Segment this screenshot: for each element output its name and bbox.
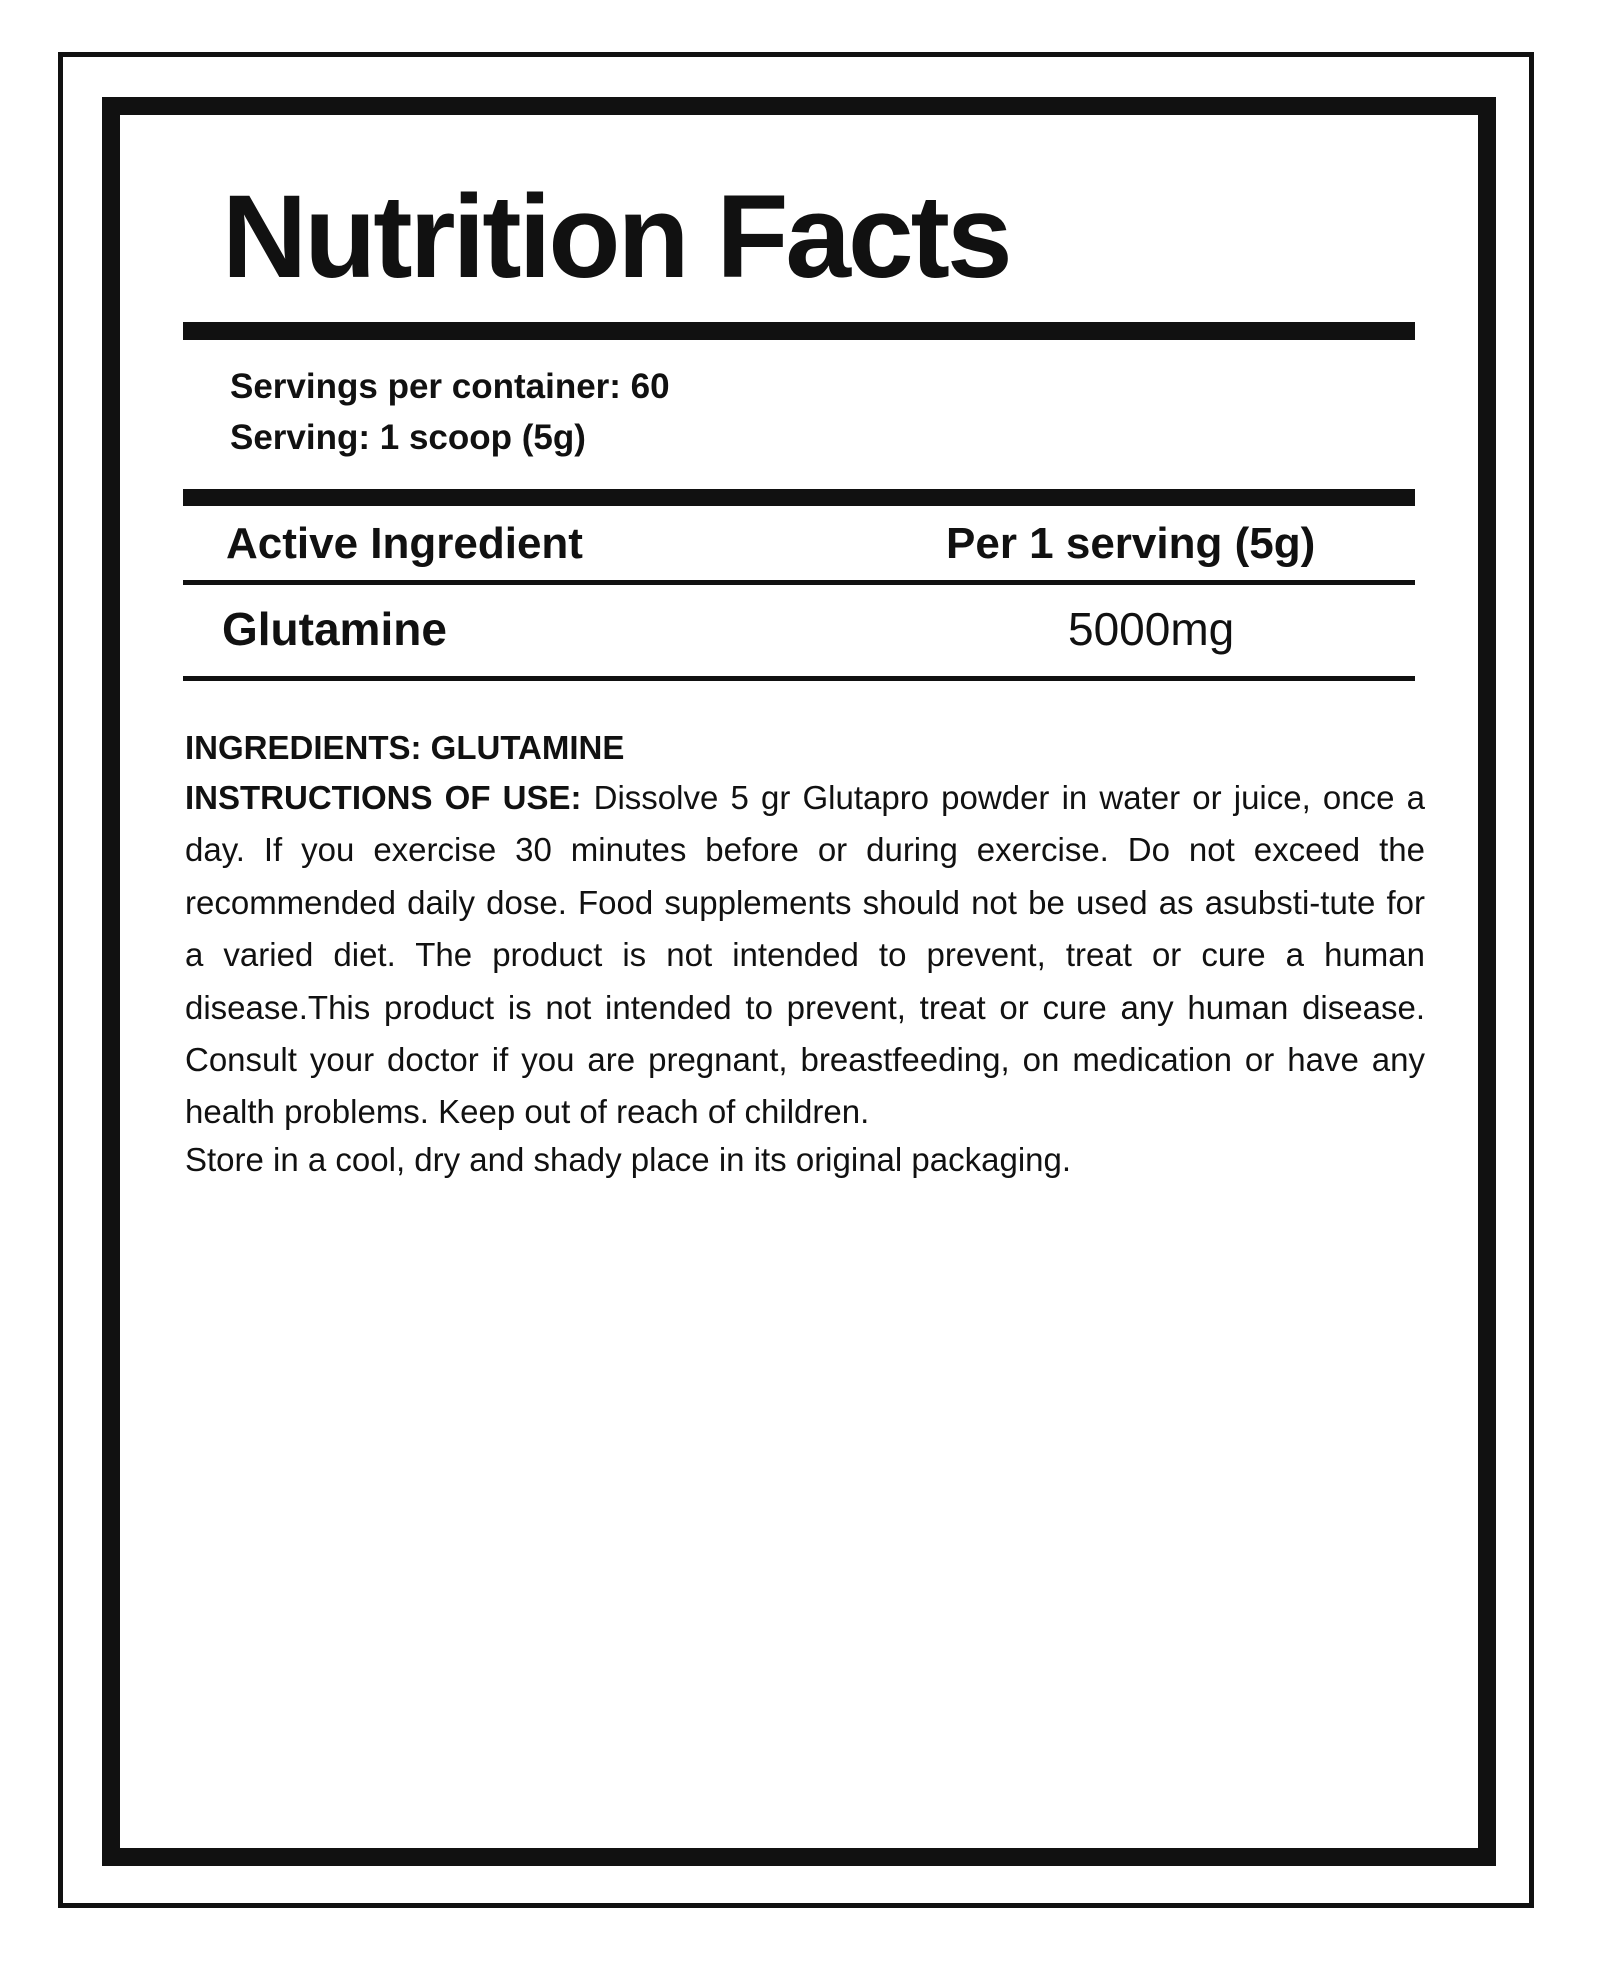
- column-header-ingredient: Active Ingredient: [226, 519, 583, 568]
- title-divider: [183, 322, 1415, 340]
- column-header-amount: Per 1 serving (5g): [946, 519, 1316, 568]
- servings-per-container: Servings per container: 60: [230, 367, 670, 406]
- instructions-label: INSTRUCTIONS OF USE:: [185, 779, 582, 816]
- instructions-text: Dissolve 5 gr Glutapro powder in water or juice, once a day. If you exercise 30 minutes before or during exercise. Do not exceed the recommended daily dose. Food supplements should not be used as asubsti-tute for a varied diet. The product is not intended to prevent, treat or cure a human disease.This product is not intended to prevent, treat or cure any human disease. Consult your doctor if you are pregnant, breastfeeding, on medication or have any health problems. Keep out of reach of children.: [185, 779, 1425, 1131]
- ingredient-amount: 5000mg: [1068, 603, 1235, 655]
- instructions-paragraph: [185, 772, 1425, 1139]
- ingredients-statement: INGREDIENTS: GLUTAMINE: [185, 729, 625, 766]
- storage-instructions: Store in a cool, dry and shady place in its original packaging.: [185, 1141, 1072, 1178]
- table-bottom-divider: [183, 676, 1415, 681]
- ingredient-name: Glutamine: [222, 603, 447, 655]
- serving-size: Serving: 1 scoop (5g): [230, 418, 586, 457]
- serving-divider: [183, 489, 1415, 506]
- label-title: Nutrition Facts: [222, 171, 1010, 303]
- header-divider: [183, 580, 1415, 585]
